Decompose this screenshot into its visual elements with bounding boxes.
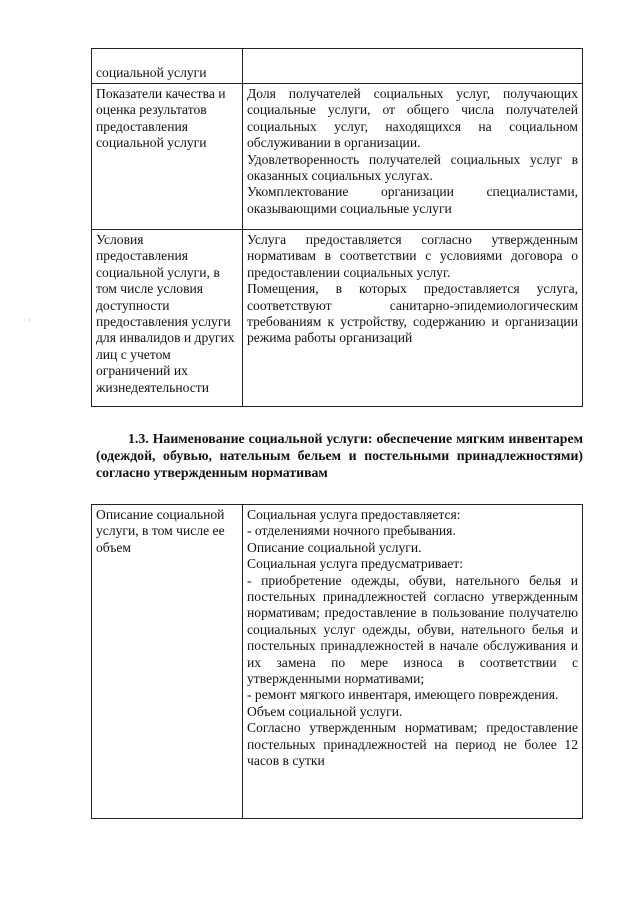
paragraph: Описание социальной услуги.	[247, 539, 422, 555]
table-row	[92, 49, 583, 84]
service-description-table	[91, 504, 583, 819]
paragraph: Удовлетворенность получателей социальных услуг в оказанных социальных услугах.	[247, 151, 578, 184]
section-number: 1.3.	[128, 431, 149, 446]
paragraph: - приобретение одежды, обуви, нательного белья и постельных принадлежностей согласно утвержденным нормативам; предоставление в пользование получателю социальных услуг одежды, обуви, нательного белья и постельных принадлежностей в начале обслуживания и их замена по мере износа в соответствии с утвержденными нормативами;	[247, 572, 578, 687]
paragraph: Укомплектование организации специалистами, оказывающими социальные услуги	[247, 184, 578, 216]
paragraph: Объем социальной услуги.	[247, 703, 403, 719]
paragraph: Социальная услуга предусматривает:	[247, 556, 463, 572]
row-value-description	[243, 505, 583, 819]
section-heading	[96, 431, 583, 481]
paragraph: Доля получателей социальных услуг, получающих социальные услуги, от общего числа получателей социальных услуг, находящихся на социальном обслуживании в организации.	[247, 86, 578, 151]
paragraph: Согласно утвержденным нормативам; предоставление постельных принадлежностей на период не более 12 часов в сутки	[247, 720, 578, 769]
paragraph: Услуга предоставляется согласно утвержденным нормативам в соответствии с условиями договора о предоставлении социальных услуг.	[247, 232, 578, 280]
section-title: Наименование социальной услуги: обеспечение мягким инвентарем (одеждой, обувью, нательным бельем и постельными принадлежностями) согласно утвержденным нормативам	[96, 431, 584, 480]
service-table-continued	[91, 48, 583, 407]
row-value-empty	[243, 49, 583, 84]
table-row	[92, 230, 583, 407]
paragraph: Социальная услуга предоставляется:	[247, 507, 461, 522]
margin-mark: ·	[28, 316, 31, 325]
row-label-service-continued: социальной услуги	[92, 49, 243, 84]
table-row	[92, 84, 583, 230]
row-label-quality-indicators: Показатели качества и оценка результатов предоставления социальной услуги	[92, 84, 243, 230]
table-row	[92, 505, 583, 819]
row-label-description: Описание социальной услуги, в том числе ее объем	[92, 505, 243, 819]
paragraph: - ремонт мягкого инвентаря, имеющего повреждения.	[247, 687, 559, 703]
row-value-conditions	[243, 230, 583, 407]
paragraph: - отделениями ночного пребывания.	[247, 523, 456, 539]
row-value-quality-indicators	[243, 84, 583, 230]
row-label-conditions: Условия предоставления социальной услуги, в том числе условия доступности предоставления услуги для инвалидов и других лиц с учетом ограничений их жизнедеятельности	[92, 230, 243, 407]
paragraph: Помещения, в которых предоставляется услуга, соответствуют санитарно-эпидемиологическим требованиям к устройству, содержанию и организации режима работы организаций	[247, 281, 578, 346]
